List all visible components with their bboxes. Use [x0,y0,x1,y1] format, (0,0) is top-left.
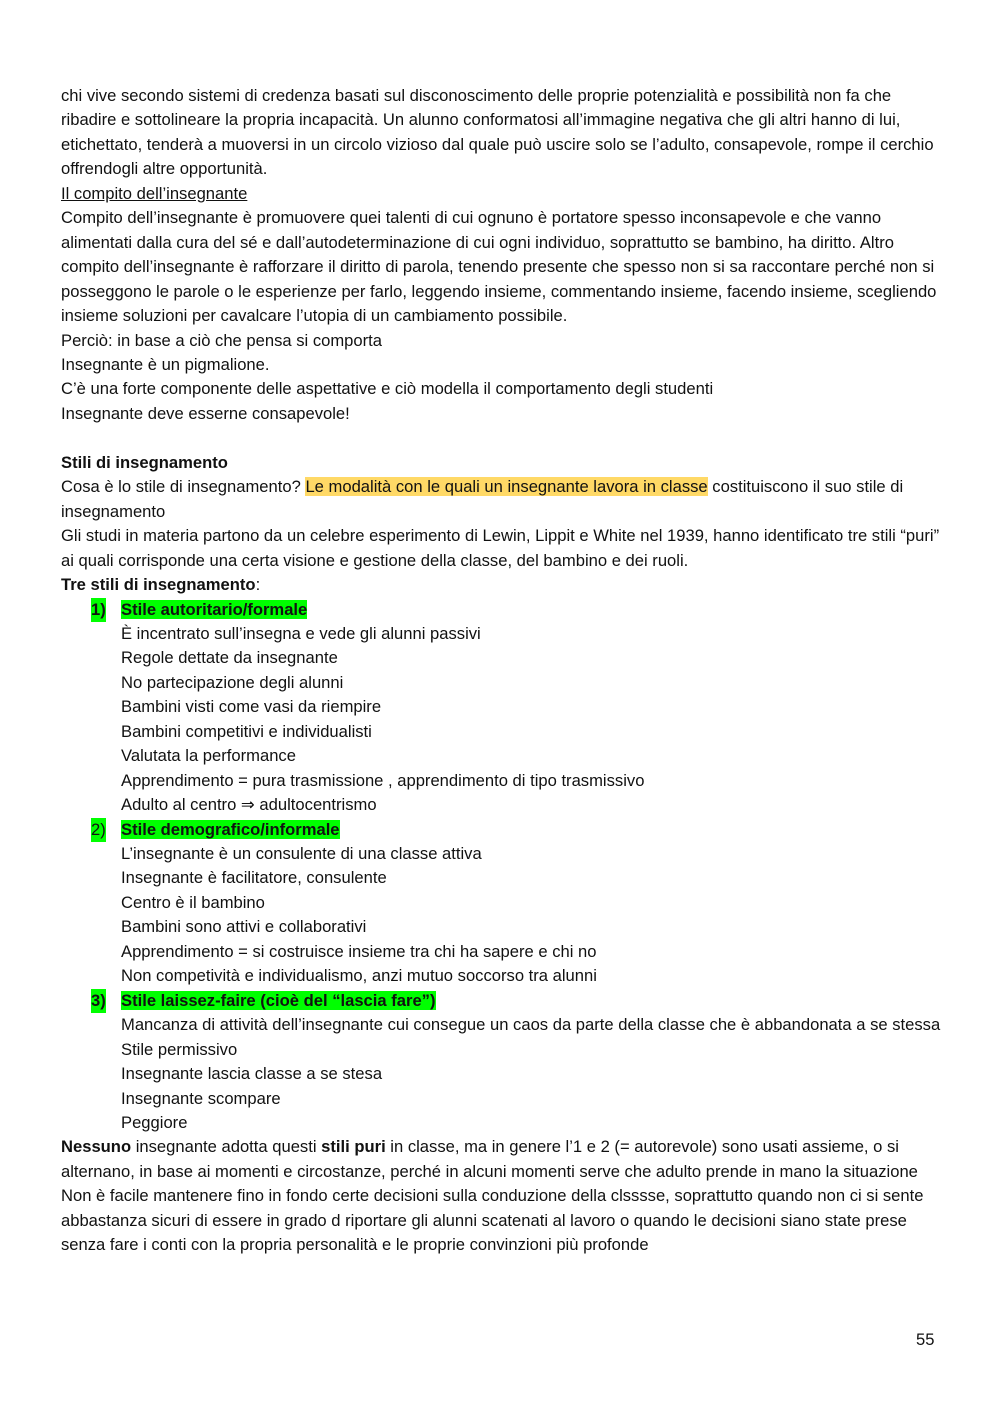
style-2-item: Bambini sono attivi e collaborativi [121,917,367,937]
style-2-item: Centro è il bambino [121,892,265,912]
style-1-item: Apprendimento = pura trasmissione , apprendimento di tipo trasmissivo [121,770,645,790]
style-2-item: Apprendimento = si costruisce insieme tra chi ha sapere e chi no [121,941,597,961]
style-3-item: Mancanza di attività dell’insegnante cui consegue un caos da parte della classe che è abbandonata a se stessa [121,1015,941,1035]
style-1-item: Bambini visti come vasi da riempire [121,697,382,717]
style-1-item: No partecipazione degli alunni [121,672,344,692]
style-2-title: Stile demografico/informale [121,819,340,839]
styles-heading: Stili di insegnamento [61,452,228,472]
conclusion-bold-stili-puri: stili puri [321,1137,386,1157]
style-1-item: Adulto al centro ⇒ adultocentrismo [121,795,377,815]
teacher-task-line: Perciò: in base a ciò che pensa si comporta [61,330,382,350]
page-number: 55 [916,1330,935,1349]
style-2-heading [61,818,941,842]
style-1-heading [61,598,941,622]
teacher-task-paragraph: Compito dell’insegnante è promuovere quei talenti di cui ognuno è portatore spesso inconsapevole e che vanno alimentati dalla cura del sé e dall’autodeterminazione di cui ogni individuo, soprattutto se bambino, ha diritto. Altro compito dell’insegnante è rafforzare il diritto di parola, tenendo presente che spesso non si sa raccontare perché non si posseggono le parole o le esperienze per farlo, leggendo insieme, commentando insieme, facendo insieme, scegliendo insieme soluzioni per cavalcare l’utopia di un cambiamento possibile. [61,208,937,326]
style-3-number: 3) [91,989,106,1013]
style-2-item: L’insegnante è un consulente di una classe attiva [121,844,482,864]
styles-list-heading-text: Tre stili di insegnamento [61,575,256,595]
style-1-number: 1) [91,598,106,622]
style-3-item: Insegnante scompare [121,1088,281,1108]
conclusion-text-end: in classe, ma in genere l’1 e 2 (= autorevole) sono usati assieme, o si alternano, in base ai momenti e circostanze, perché in alcuni momenti serve che adulto prende in mano la situazione [61,1137,918,1181]
styles-question [61,475,941,524]
teacher-task-line: Insegnante è un pigmalione. [61,354,270,374]
teacher-task-heading: Il compito dell’insegnante [61,183,248,203]
style-1-item: È incentrato sull’insegna e vede gli alunni passivi [121,623,481,643]
style-3-title: Stile laissez-faire (cioè del “lascia fare”) [121,990,436,1010]
style-3-item: Peggiore [121,1113,188,1133]
document-page [61,84,941,1258]
style-1-item: Regole dettate da insegnante [121,648,338,668]
highlighted-definition: Le modalità con le quali un insegnante lavora in classe [305,477,708,497]
style-2-item: Insegnante è facilitatore, consulente [121,868,387,888]
question-text: Cosa è lo stile di insegnamento? [61,477,306,497]
style-1-item: Valutata la performance [121,746,296,766]
studies-paragraph: Gli studi in materia partono da un celebre esperimento di Lewin, Lippit e White nel 1939, hanno identificato tre stili “puri” ai quali corrisponde una certa visione e gestione della classe, del bambino e dei ruoli. [61,526,940,570]
conclusion-paragraph [61,1135,941,1184]
style-3-heading [61,989,941,1013]
style-3-item: Stile permissivo [121,1039,238,1059]
conclusion-bold-nessuno: Nessuno [61,1137,132,1157]
question-text-end: costituiscono il suo stile di insegnamento [61,477,904,521]
final-paragraph: Non è facile mantenere fino in fondo certe decisioni sulla conduzione della clsssse, soprattutto quando non ci si sente abbastanza sicuri di essere in grado d riportare gli alunni scatenati al lavoro o quando le decisioni siano state prese senza fare i conti con la propria personalità e le proprie convinzioni più profonde [61,1186,924,1255]
style-2-item: Non competività e individualismo, anzi mutuo soccorso tra alunni [121,966,597,986]
style-1-item: Bambini competitivi e individualisti [121,721,372,741]
teacher-task-line: C’è una forte componente delle aspettative e ciò modella il comportamento degli studenti [61,379,714,399]
styles-list-heading [61,573,941,597]
styles-list-heading-colon: : [255,575,261,595]
blank-line [61,426,941,450]
conclusion-text: insegnante adotta questi [131,1137,322,1157]
style-2-number: 2) [91,818,106,842]
style-1-title: Stile autoritario/formale [121,599,308,619]
intro-paragraph: chi vive secondo sistemi di credenza basati sul disconoscimento delle proprie potenzialità e possibilità non fa che ribadire e sottolineare la propria incapacità. Un alunno conformatosi all’immagine negativa che gli altri hanno di lui, etichettato, tenderà a muoversi in un circolo vizioso dal quale può uscire solo se l’adulto, consapevole, rompe il cerchio offrendogli altre opportunità. [61,86,934,179]
style-3-item: Insegnante lascia classe a se stesa [121,1064,383,1084]
teacher-task-line: Insegnante deve esserne consapevole! [61,403,350,423]
